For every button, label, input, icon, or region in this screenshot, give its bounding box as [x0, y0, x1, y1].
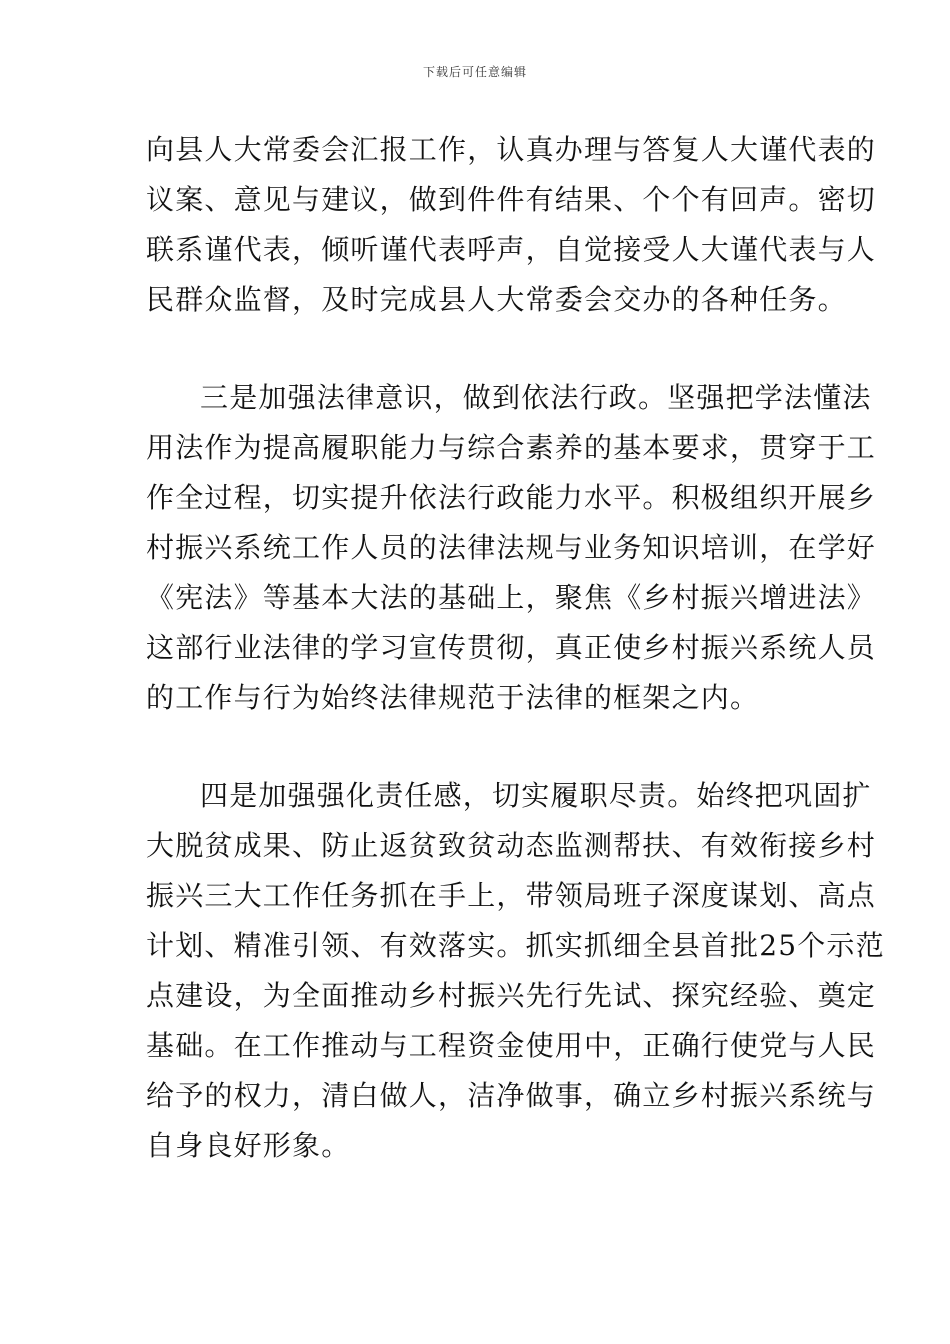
paragraph-3-line-4: 计划、精准引领、有效落实。抓实抓细全县首批25个示范 [146, 929, 885, 962]
paragraph-3-line-1: 四是加强强化责任感，切实履职尽责。始终把巩固扩 [200, 779, 872, 812]
paragraph-2-line-5: 《宪法》等基本大法的基础上，聚焦《乡村振兴增进法》 [146, 581, 877, 614]
paragraph-2-line-2: 用法作为提高履职能力与综合素养的基本要求，贯穿于工 [146, 431, 877, 464]
paragraph-2-line-6: 这部行业法律的学习宣传贯彻，真正使乡村振兴系统人员 [146, 631, 877, 664]
paragraph-2-line-7: 的工作与行为始终法律规范于法律的框架之内。 [146, 681, 760, 714]
paragraph-1-line-1: 向县人大常委会汇报工作，认真办理与答复人大谨代表的 [146, 133, 877, 166]
header-note: 下载后可任意编辑 [422, 65, 527, 79]
paragraph-3-line-7: 给予的权力，清白做人，洁净做事，确立乡村振兴系统与 [146, 1079, 877, 1112]
paragraph-3-line-8: 自身良好形象。 [146, 1129, 351, 1162]
paragraph-3-line-3: 振兴三大工作任务抓在手上，带领局班子深度谋划、高点 [146, 879, 877, 912]
paragraph-3-line-6: 基础。在工作推动与工程资金使用中，正确行使党与人民 [146, 1029, 877, 1062]
paragraph-3-line-5: 点建设，为全面推动乡村振兴先行先试、探究经验、奠定 [146, 979, 877, 1012]
paragraph-2-line-4: 村振兴系统工作人员的法律法规与业务知识培训，在学好 [146, 531, 877, 564]
paragraph-1-line-2: 议案、意见与建议，做到件件有结果、个个有回声。密切 [146, 183, 877, 216]
paragraph-1-line-3: 联系谨代表，倾听谨代表呼声，自觉接受人大谨代表与人 [146, 233, 877, 266]
paragraph-3-line-2: 大脱贫成果、防止返贫致贫动态监测帮扶、有效衔接乡村 [146, 829, 877, 862]
paragraph-1-line-4: 民群众监督，及时完成县人大常委会交办的各种任务。 [146, 283, 847, 316]
paragraph-2-line-3: 作全过程，切实提升依法行政能力水平。积极组织开展乡 [146, 481, 877, 514]
paragraph-2-line-1: 三是加强法律意识，做到依法行政。坚强把学法懂法 [200, 381, 872, 414]
